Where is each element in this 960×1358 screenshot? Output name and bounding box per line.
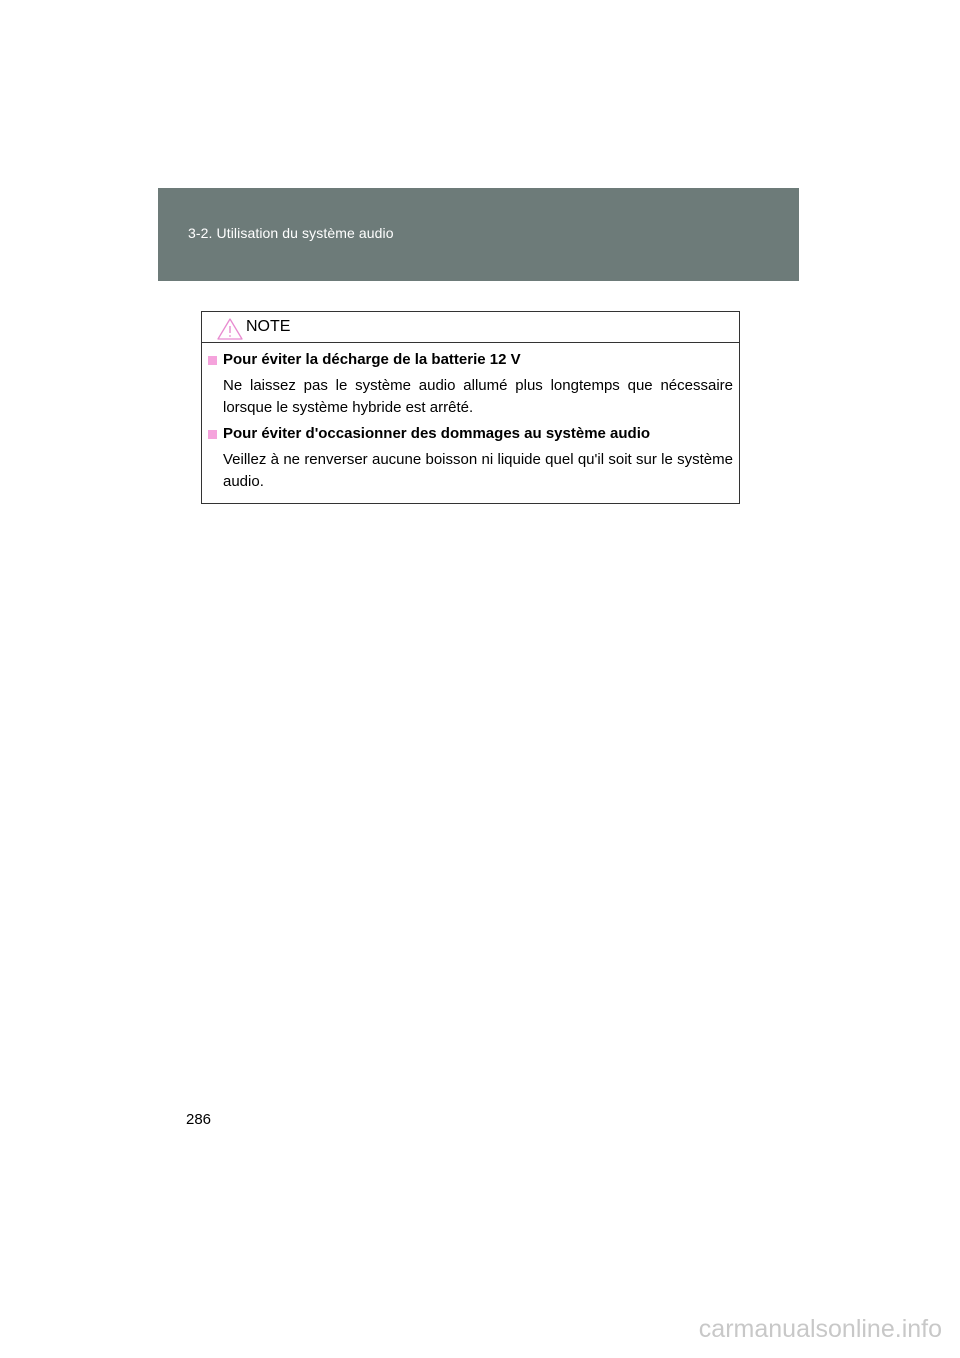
- section-title: 3-2. Utilisation du système audio: [188, 225, 394, 241]
- watermark: carmanualsonline.info: [698, 1315, 942, 1343]
- note-box: [201, 311, 740, 504]
- page-number: 286: [186, 1111, 212, 1128]
- section-header: [158, 188, 799, 281]
- note-content: [202, 343, 739, 493]
- note-item: [208, 349, 733, 419]
- note-item: [208, 423, 733, 493]
- warning-triangle-icon: [216, 317, 244, 341]
- note-item-body: Ne laissez pas le système audio allumé plus longtemps que nécessaire lorsque le système hybride est arrêté.: [223, 377, 733, 416]
- note-item-heading-text: Pour éviter d'occasionner des dommages au système audio: [223, 425, 651, 442]
- note-item-heading: [208, 349, 733, 371]
- note-item-heading: [208, 423, 733, 445]
- note-title: NOTE: [246, 318, 291, 335]
- note-header: [202, 312, 739, 343]
- note-item-heading-text: Pour éviter la décharge de la batterie 12 V: [223, 351, 521, 368]
- note-item-body: Veillez à ne renverser aucune boisson ni liquide quel qu'il soit sur le système audio.: [223, 451, 733, 490]
- square-bullet-icon: [208, 356, 217, 365]
- square-bullet-icon: [208, 430, 217, 439]
